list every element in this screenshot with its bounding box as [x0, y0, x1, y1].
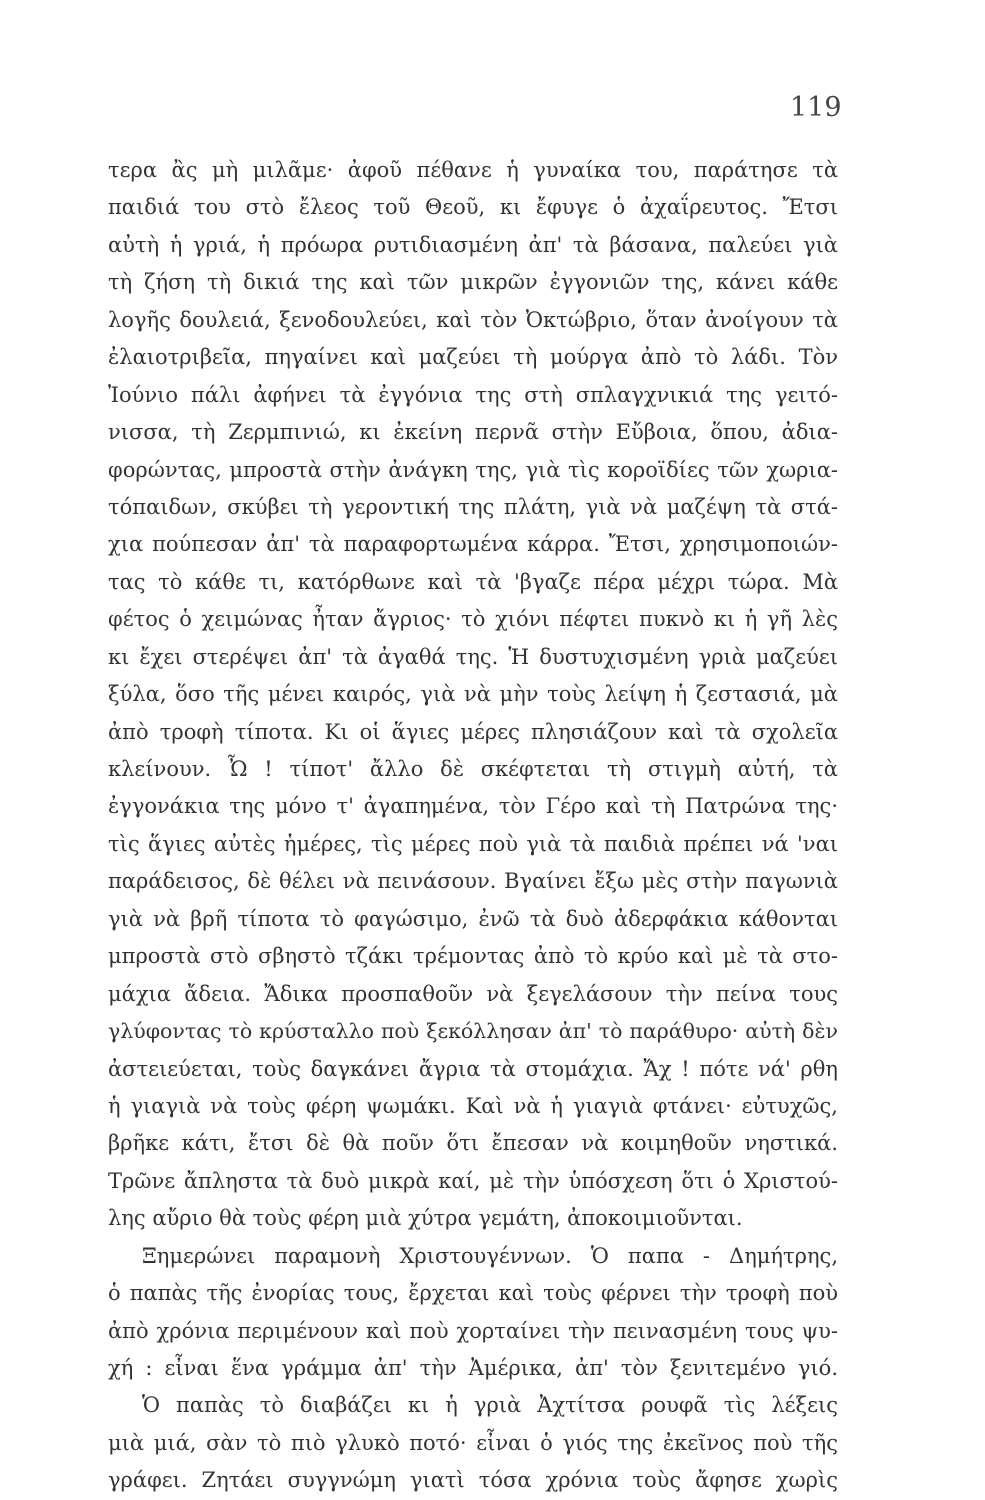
- text-line: ἀπὸ τροφὴ τίποτα. Κι οἱ ἅγιες μέρες πλησιάζουν καὶ τὰ σχολεῖα: [108, 719, 838, 744]
- text-line: μιὰ μιά, σὰν τὸ πιὸ γλυκὸ ποτό· εἶναι ὁ γιός της ἐκεῖνος ποὺ τῆς: [108, 1430, 838, 1455]
- text-line: γράφει. Ζητάει συγγνώμη γιατὶ τόσα χρόνια τοὺς ἄφησε χωρὶς: [108, 1468, 838, 1493]
- text-line: Ἰούνιο πάλι ἀφήνει τὰ ἐγγόνια της στὴ σπλαγχνικιά της γειτό-: [108, 382, 838, 407]
- text-line: κι ἔχει στερέψει ἀπ' τὰ ἀγαθά της. Ἡ δυστυχισμένη γριὰ μαζεύει: [108, 644, 838, 669]
- page-number: 119: [790, 92, 842, 123]
- text-line: χή : εἶναι ἕνα γράμμα ἀπ' τὴν Ἀμέρικα, ἀπ' τὸν ξενιτεμένο γιό.: [108, 1356, 838, 1380]
- text-line: τόπαιδων, σκύβει τὴ γεροντική της πλάτη, γιὰ νὰ μαζέψη τὰ στά-: [108, 494, 838, 519]
- text-line: αὐτὴ ἡ γριά, ἡ πρόωρα ρυτιδιασμένη ἀπ' τὰ βάσανα, παλεύει γιὰ: [108, 232, 838, 257]
- text-line: γλύφοντας τὸ κρύσταλλο ποὺ ξεκόλλησαν ἀπ' τὸ παράθυρο· αὐτὴ δὲν: [108, 1019, 838, 1044]
- text-line: χια πούπεσαν ἀπ' τὰ παραφορτωμένα κάρρα. Ἔτσι, χρησιμοποιών-: [108, 532, 838, 557]
- text-line: Ξημερώνει παραμονὴ Χριστουγέννων. Ὁ παπα - Δημήτρης,: [142, 1243, 838, 1268]
- text-line: τας τὸ κάθε τι, κατόρθωνε καὶ τὰ 'βγαζε πέρα μέχρι τώρα. Μὰ: [108, 569, 838, 594]
- text-line: τερα ἂς μὴ μιλᾶμε· ἀφοῦ πέθανε ἡ γυναίκα του, παράτησε τὰ: [108, 158, 838, 182]
- text-line: ἀστειεύεται, τοὺς δαγκάνει ἄγρια τὰ στομάχια. Ἄχ ! πότε νά' ρθη: [108, 1056, 838, 1081]
- text-line: φέτος ὁ χειμώνας ἦταν ἄγριος· τὸ χιόνι πέφτει πυκνὸ κι ἡ γῆ λὲς: [108, 607, 838, 632]
- text-line: ἐγγονάκια της μόνο τ' ἀγαπημένα, τὸν Γέρο καὶ τὴ Πατρώνα της·: [108, 794, 838, 819]
- text-line: νισσα, τὴ Ζερμπινιώ, κι ἐκείνη περνᾶ στὴν Εὔβοια, ὅπου, ἀδια-: [108, 420, 838, 445]
- text-line: γιὰ νὰ βρῆ τίποτα τὸ φαγώσιμο, ἐνῶ τὰ δυὸ ἀδερφάκια κάθονται: [108, 906, 838, 931]
- text-line: παράδεισος, δὲ θέλει νὰ πεινάσουν. Βγαίνει ἔξω μὲς στὴν παγωνιὰ: [108, 869, 838, 894]
- text-line: ἀπὸ χρόνια περιμένουν καὶ ποὺ χορταίνει τὴν πεινασμένη τους ψυ-: [108, 1318, 838, 1343]
- text-line: ὁ παπὰς τῆς ἐνορίας τους, ἔρχεται καὶ τοὺς φέρνει τὴν τροφὴ ποὺ: [108, 1281, 838, 1306]
- text-line: ἡ γιαγιὰ νὰ τοὺς φέρη ψωμάκι. Καὶ νὰ ἡ γιαγιὰ φτάνει· εὐτυχῶς,: [108, 1093, 838, 1118]
- text-line: ξύλα, ὅσο τῆς μένει καιρός, γιὰ νὰ μὴν τοὺς λείψη ἡ ζεστασιά, μὰ: [108, 682, 838, 707]
- text-line: Ὁ παπὰς τὸ διαβάζει κι ἡ γριὰ Ἀχτίτσα ρουφᾶ τὶς λέξεις: [142, 1393, 838, 1418]
- text-line: μάχια ἄδεια. Ἄδικα προσπαθοῦν νὰ ξεγελάσουν τὴν πείνα τους: [108, 981, 838, 1006]
- text-line: λης αὔριο θὰ τοὺς φέρη μιὰ χύτρα γεμάτη, ἀποκοιμιοῦνται.: [108, 1206, 743, 1231]
- text-line: βρῆκε κάτι, ἔτσι δὲ θὰ ποῦν ὅτι ἔπεσαν νὰ κοιμηθοῦν νηστικά.: [108, 1131, 838, 1156]
- text-line: τὴ ζήση τὴ δικιά της καὶ τῶν μικρῶν ἐγγονιῶν της, κάνει κάθε: [108, 270, 838, 295]
- text-line: λογῆς δουλειά, ξενοδουλεύει, καὶ τὸν Ὀκτώβριο, ὅταν ἀνοίγουν τὰ: [108, 307, 838, 332]
- text-line: φορώντας, μπροστὰ στὴν ἀνάγκη της, γιὰ τὶς κοροϊδίες τῶν χωρια-: [108, 457, 838, 482]
- text-line: τὶς ἅγιες αὐτὲς ἡμέρες, τὶς μέρες ποὺ γιὰ τὰ παιδιὰ πρέπει νά 'ναι: [108, 831, 838, 856]
- text-line: παιδιά του στὸ ἔλεος τοῦ Θεοῦ, κι ἔφυγε ὁ ἀχαΐρευτος. Ἔτσι: [108, 195, 838, 220]
- text-line: κλείνουν. Ὦ ! τίποτ' ἄλλο δὲ σκέφτεται τὴ στιγμὴ αὐτή, τὰ: [108, 757, 838, 781]
- body-text: [108, 152, 838, 1500]
- text-line: ἐλαιοτριβεῖα, πηγαίνει καὶ μαζεύει τὴ μούργα ἀπὸ τὸ λάδι. Τὸν: [108, 345, 838, 370]
- text-line: μπροστὰ στὸ σβηστὸ τζάκι τρέμοντας ἀπὸ τὸ κρύο καὶ μὲ τὰ στο-: [108, 944, 838, 969]
- text-line: Τρῶνε ἄπληστα τὰ δυὸ μικρὰ καί, μὲ τὴν ὑπόσχεση ὅτι ὁ Χριστού-: [108, 1168, 838, 1193]
